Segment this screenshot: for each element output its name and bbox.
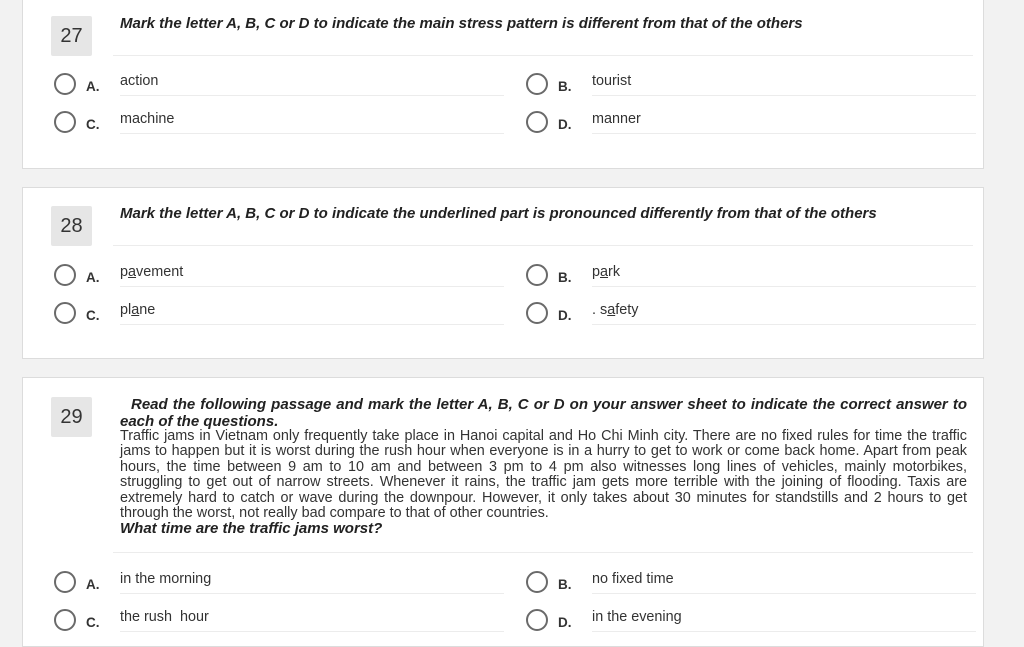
text-part: p	[120, 264, 129, 280]
text-part: vement	[136, 264, 184, 280]
option-text: in the evening	[592, 609, 976, 632]
option-text	[592, 264, 976, 287]
question-number: 29	[51, 397, 92, 437]
radio-button[interactable]	[54, 264, 76, 286]
passage-text: Traffic jams in Vietnam only frequently take place in Hanoi capital and Ho Chi Minh city. There are no fixed rules for time the traffic jams to happen but it is worst during the rush hour when everyone is in a hurry to get to work or come back home. Apart from peak hours, the time between 9 am to 10 am and between 3 pm to 4 pm also witnesses long lines of vehicles, mainly motorbikes, struggling to get out of narrow streets. Whenever it rains, the traffic jam gets more terrible with the joining of flooding. Taxis are extremely hard to catch or wave during the downpour. However, it only takes about 30 minutes for standstills and 2 hours to get through the worst, not really bad compare to that of other countries.	[120, 428, 967, 522]
option-label: A.	[86, 270, 100, 285]
reading-passage	[120, 429, 967, 537]
question-number: 27	[51, 16, 92, 56]
option-text	[120, 264, 504, 287]
radio-button[interactable]	[526, 73, 548, 95]
radio-button[interactable]	[526, 302, 548, 324]
text-part: . s	[592, 302, 608, 318]
radio-button[interactable]	[526, 571, 548, 593]
question-prompt: Mark the letter A, B, C or D to indicate the main stress pattern is different from that of the others	[120, 15, 803, 32]
question-prompt: Mark the letter A, B, C or D to indicate the underlined part is pronounced differently from that of the others	[120, 205, 877, 222]
question-number: 28	[51, 206, 92, 246]
text-part: pl	[120, 302, 132, 318]
radio-button[interactable]	[54, 571, 76, 593]
underlined-letter: a	[600, 264, 609, 280]
question-card-27	[22, 0, 984, 169]
radio-button[interactable]	[54, 609, 76, 631]
text-part: p	[592, 264, 601, 280]
option-text: no fixed time	[592, 571, 976, 594]
radio-button[interactable]	[54, 111, 76, 133]
underlined-letter: a	[128, 264, 137, 280]
divider	[113, 245, 973, 246]
radio-button[interactable]	[526, 264, 548, 286]
divider	[113, 552, 973, 553]
radio-button[interactable]	[54, 302, 76, 324]
option-label: B.	[558, 270, 572, 285]
option-label: B.	[558, 79, 572, 94]
option-text	[120, 302, 504, 325]
option-label: A.	[86, 577, 100, 592]
option-text: machine	[120, 111, 504, 134]
option-label: A.	[86, 79, 100, 94]
option-text: manner	[592, 111, 976, 134]
option-text: action	[120, 73, 504, 96]
option-label: C.	[86, 117, 100, 132]
option-label: C.	[86, 308, 100, 323]
option-text	[592, 302, 976, 325]
text-part: fety	[615, 302, 639, 318]
question-card-28	[22, 187, 984, 359]
option-label: D.	[558, 117, 572, 132]
option-text: in the morning	[120, 571, 504, 594]
option-label: C.	[86, 615, 100, 630]
question-prompt: Read the following passage and mark the letter A, B, C or D on your answer sheet to indicate the correct answer to each of the questions.	[120, 396, 967, 430]
option-text: tourist	[592, 73, 976, 96]
option-label: B.	[558, 577, 572, 592]
radio-button[interactable]	[54, 73, 76, 95]
text-part: ne	[139, 302, 156, 318]
question-card-29	[22, 377, 984, 647]
text-part: rk	[608, 264, 621, 280]
option-label: D.	[558, 308, 572, 323]
radio-button[interactable]	[526, 609, 548, 631]
underlined-letter: a	[607, 302, 616, 318]
sub-question: What time are the traffic jams worst?	[120, 520, 383, 538]
option-label: D.	[558, 615, 572, 630]
underlined-letter: a	[131, 302, 140, 318]
option-text: the rush hour	[120, 609, 504, 632]
divider	[113, 55, 973, 56]
radio-button[interactable]	[526, 111, 548, 133]
